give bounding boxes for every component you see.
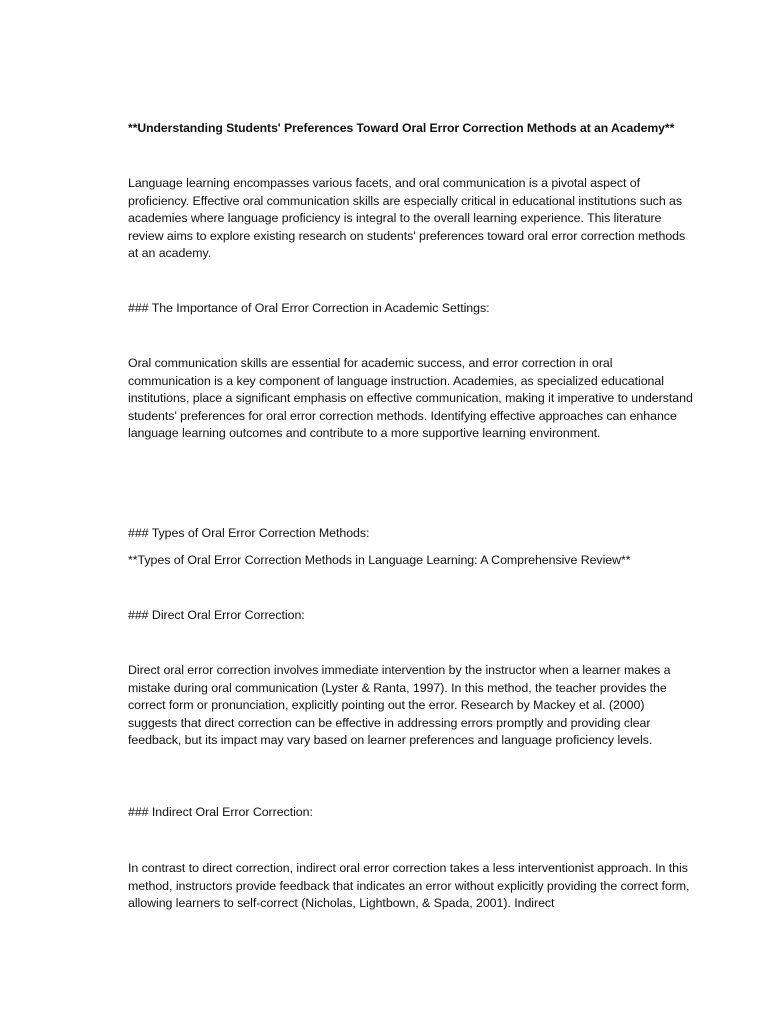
heading-indirect: ### Indirect Oral Error Correction: (128, 805, 313, 819)
heading-types: ### Types of Oral Error Correction Methods: (128, 526, 370, 540)
indirect-paragraph: In contrast to direct correction, indirect oral error correction takes a less interventionist approach. In this method, instructors provide feedback that indicates an error without explicitly providing the correct form, allowing learners to self-correct (Nicholas, Lightbown, & Spada, 2001). Indirect (128, 861, 690, 911)
document-title: **Understanding Students' Preferences Toward Oral Error Correction Methods at an Academy** (128, 121, 675, 135)
importance-paragraph: Oral communication skills are essential for academic success, and error correction in oral communication is a key component of language instruction. Academies, as specialized educational institutions, place a significant emphasis on effective communication, making it imperative to understand students' preferences for oral error correction methods. Identifying effective approaches can enhance language learning outcomes and contribute to a more supportive learning environment. (128, 356, 693, 441)
heading-direct: ### Direct Oral Error Correction: (128, 608, 305, 622)
direct-paragraph: Direct oral error correction involves immediate intervention by the instructor when a learner makes a mistake during oral communication (Lyster & Ranta, 1997). In this method, the teacher provides the correct form or pronunciation, explicitly pointing out the error. Research by Mackey et al. (2000) suggests that direct correction can be effective in addressing errors promptly and providing clear feedback, but its impact may vary based on learner preferences and language proficiency levels. (128, 663, 671, 748)
subtitle-types: **Types of Oral Error Correction Methods in Language Learning: A Comprehensive Review** (128, 553, 631, 567)
heading-importance: ### The Importance of Oral Error Correction in Academic Settings: (128, 301, 490, 315)
intro-paragraph: Language learning encompasses various facets, and oral communication is a pivotal aspect of proficiency. Effective oral communication skills are especially critical in educational institutions such as academies where language proficiency is integral to the overall learning experience. This literature review aims to explore existing research on students' preferences toward oral error correction methods at an academy. (128, 176, 686, 261)
